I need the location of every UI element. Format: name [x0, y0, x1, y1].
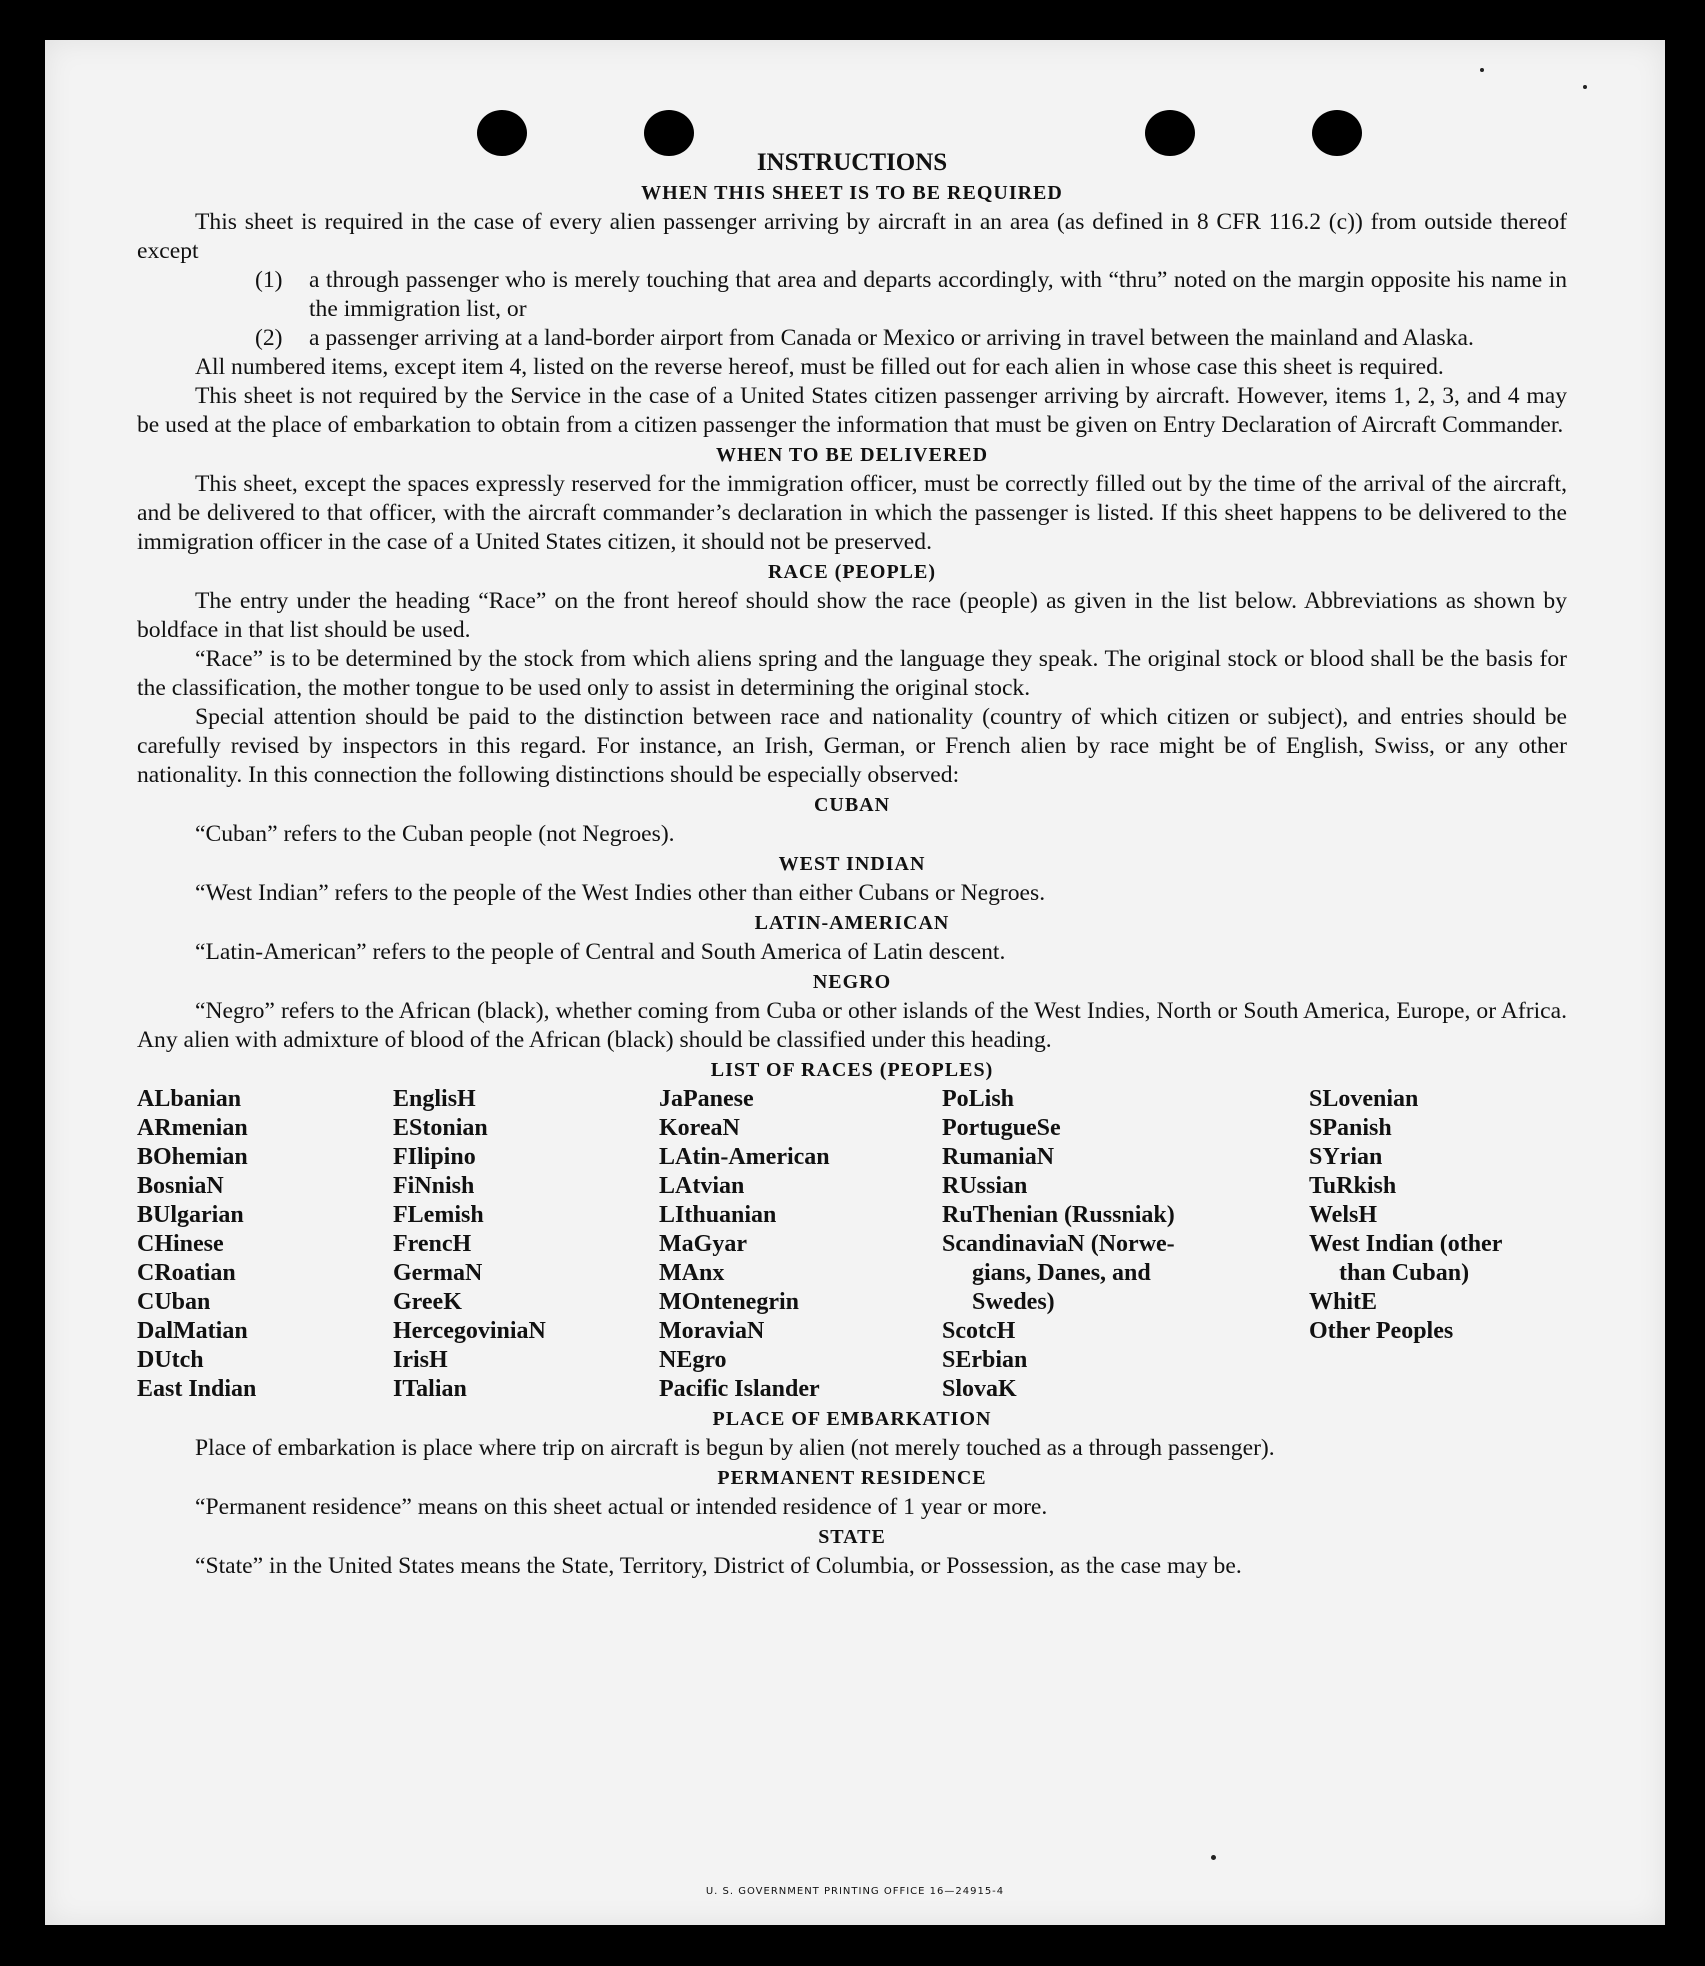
embarkation-paragraph: Place of embarkation is place where trip on aircraft is begun by alien (not merely touched as a through passenger).	[195, 1435, 1275, 1461]
race-item: ScotcH	[942, 1318, 1016, 1344]
race-item-continued: Swedes)	[972, 1289, 1055, 1315]
race-item: FLemish	[393, 1202, 484, 1228]
state-paragraph: “State” in the United States means the State, Territory, District of Columbia, or Possession, as the case may be.	[195, 1553, 1242, 1579]
race-item: CHinese	[137, 1231, 224, 1257]
race-item: EStonian	[393, 1115, 488, 1141]
race-item-continued: gians, Danes, and	[972, 1260, 1151, 1286]
definition-latin-american: “Latin-American” refers to the people of Central and South America of Latin descent.	[195, 939, 1006, 965]
speck	[1583, 85, 1587, 89]
race-item: MaGyar	[659, 1231, 747, 1257]
race-item: Pacific Islander	[659, 1376, 820, 1402]
race-item: KoreaN	[659, 1115, 740, 1141]
race-item: WelsH	[1309, 1202, 1378, 1228]
exception-text: a passenger arriving at a land-border airport from Canada or Mexico or arriving in travel between the mainland and Alaska.	[309, 325, 1474, 351]
race-item: FiNnish	[393, 1173, 475, 1199]
race-item: WhitE	[1309, 1289, 1378, 1315]
race-item: CUban	[137, 1289, 211, 1315]
exception-item	[255, 266, 1567, 324]
race-item-continued: than Cuban)	[1339, 1260, 1470, 1286]
when-delivered-paragraph: This sheet, except the spaces expressly reserved for the immigration officer, must be correctly filled out by the time of the arrival of the aircraft, and be delivered to that officer, with the aircraft commander’s declaration in which the passenger is listed. If this sheet happens to be delivered to the immigration officer in the case of a United States citizen, it should not be preserved.	[137, 471, 1567, 555]
race-paragraph: “Race” is to be determined by the stock from which aliens spring and the language they speak. The original stock or blood shall be the basis for the classification, the mother tongue to be used only to assist in determining the original stock.	[137, 646, 1567, 701]
races-list	[137, 1085, 1567, 1404]
race-item: PortugueSe	[942, 1115, 1061, 1141]
section-heading-embarkation: PLACE OF EMBARKATION	[712, 1408, 992, 1430]
race-item: West Indian (other	[1309, 1231, 1503, 1257]
races-column	[137, 1085, 393, 1404]
race-item: SYrian	[1309, 1144, 1383, 1170]
definition-heading-west-indian: WEST INDIAN	[778, 853, 926, 875]
race-item: ALbanian	[137, 1086, 242, 1112]
exception-number: (1)	[255, 267, 283, 293]
race-item: GermaN	[393, 1260, 483, 1286]
race-item: Other Peoples	[1309, 1318, 1454, 1344]
definition-heading-latin-american: LATIN-AMERICAN	[754, 912, 950, 934]
race-item: MOntenegrin	[659, 1289, 799, 1315]
race-item: RUssian	[942, 1173, 1028, 1199]
race-paragraph: The entry under the heading “Race” on the front hereof should show the race (people) as given in the list below. Abbreviations as shown by boldface in that list should be used.	[137, 588, 1567, 643]
exception-text: a through passenger who is merely touching that area and departs accordingly, with “thru” noted on the margin opposite his name in the immigration list, or	[309, 267, 1567, 322]
section-heading-state: STATE	[818, 1526, 886, 1548]
race-paragraph: Special attention should be paid to the distinction between race and nationality (country of which citizen or subject), and entries should be carefully revised by inspectors in this regard. For instance, an Irish, German, or French alien by race might be of English, Swiss, or any other nationality. In this connection the following distinctions should be especially observed:	[137, 704, 1567, 788]
race-item: BosniaN	[137, 1173, 224, 1199]
race-item: PoLish	[942, 1086, 1015, 1112]
instructions-body	[137, 148, 1567, 1581]
race-item: JaPanese	[659, 1086, 754, 1112]
race-item: SErbian	[942, 1347, 1028, 1373]
race-item: DUtch	[137, 1347, 204, 1373]
race-item: BUlgarian	[137, 1202, 244, 1228]
exceptions-list	[137, 266, 1567, 353]
race-item: SPanish	[1309, 1115, 1392, 1141]
race-item: SlovaK	[942, 1376, 1017, 1402]
race-item: FIlipino	[393, 1144, 476, 1170]
race-item: TuRkish	[1309, 1173, 1397, 1199]
definition-heading-negro: NEGRO	[812, 971, 892, 993]
race-item: RumaniaN	[942, 1144, 1055, 1170]
race-item: BOhemian	[137, 1144, 248, 1170]
document-sheet	[45, 40, 1665, 1925]
definition-west-indian: “West Indian” refers to the people of the West Indies other than either Cubans or Negroes.	[195, 880, 1046, 906]
page-title: INSTRUCTIONS	[756, 149, 948, 176]
race-item: HercegoviniaN	[393, 1318, 546, 1344]
race-item: LAtvian	[659, 1173, 745, 1199]
numbered-items-paragraph: All numbered items, except item 4, listed on the reverse hereof, must be filled out for each alien in whose case this sheet is required.	[195, 354, 1444, 380]
definition-cuban: “Cuban” refers to the Cuban people (not Negroes).	[195, 821, 675, 847]
race-item: MoraviaN	[659, 1318, 765, 1344]
race-item: MAnx	[659, 1260, 725, 1286]
residence-paragraph: “Permanent residence” means on this sheet actual or intended residence of 1 year or more.	[195, 1494, 1048, 1520]
race-item: EnglisH	[393, 1086, 476, 1112]
race-item: RuThenian (Russniak)	[942, 1202, 1175, 1228]
definition-heading-cuban: CUBAN	[813, 794, 891, 816]
race-item: SLovenian	[1309, 1086, 1419, 1112]
race-item: FrencH	[393, 1231, 472, 1257]
citizen-paragraph: This sheet is not required by the Service in the case of a United States citizen passenger arriving by aircraft. However, items 1, 2, 3, and 4 may be used at the place of embarkation to obtain from a citizen passenger the information that must be given on Entry Declaration of Aircraft Commander.	[137, 383, 1567, 438]
race-item: CRoatian	[137, 1260, 236, 1286]
races-list-heading: LIST OF RACES (PEOPLES)	[710, 1059, 994, 1081]
printer-imprint: U. S. GOVERNMENT PRINTING OFFICE 16—24915-4	[705, 1886, 1005, 1897]
races-column	[393, 1085, 659, 1404]
race-item: ScandinaviaN (Norwe-	[942, 1231, 1175, 1257]
race-item: LAtin-American	[659, 1144, 830, 1170]
race-item: IrisH	[393, 1347, 448, 1373]
speck	[1480, 68, 1484, 72]
exception-item	[255, 324, 1567, 353]
races-column	[659, 1085, 942, 1404]
section-heading-when-required: WHEN THIS SHEET IS TO BE REQUIRED	[641, 182, 1063, 204]
race-item: DalMatian	[137, 1318, 248, 1344]
race-item: GreeK	[393, 1289, 462, 1315]
races-column	[942, 1085, 1309, 1404]
section-heading-race: RACE (PEOPLE)	[768, 561, 936, 583]
races-column	[1309, 1085, 1567, 1404]
when-required-intro: This sheet is required in the case of every alien passenger arriving by aircraft in an area (as defined in 8 CFR 116.2 (c)) from outside thereof except	[137, 209, 1567, 264]
definition-negro: “Negro” refers to the African (black), whether coming from Cuba or other islands of the West Indies, North or South America, Europe, or Africa. Any alien with admixture of blood of the African (black) should be classified under this heading.	[137, 998, 1567, 1053]
exception-number: (2)	[255, 325, 283, 351]
race-item: LIthuanian	[659, 1202, 777, 1228]
race-item: ITalian	[393, 1376, 467, 1402]
section-heading-residence: PERMANENT RESIDENCE	[717, 1467, 987, 1489]
race-item: NEgro	[659, 1347, 727, 1373]
race-item: East Indian	[137, 1376, 257, 1402]
section-heading-when-delivered: WHEN TO BE DELIVERED	[715, 444, 989, 466]
speck	[1211, 1855, 1216, 1860]
race-item: ARmenian	[137, 1115, 248, 1141]
